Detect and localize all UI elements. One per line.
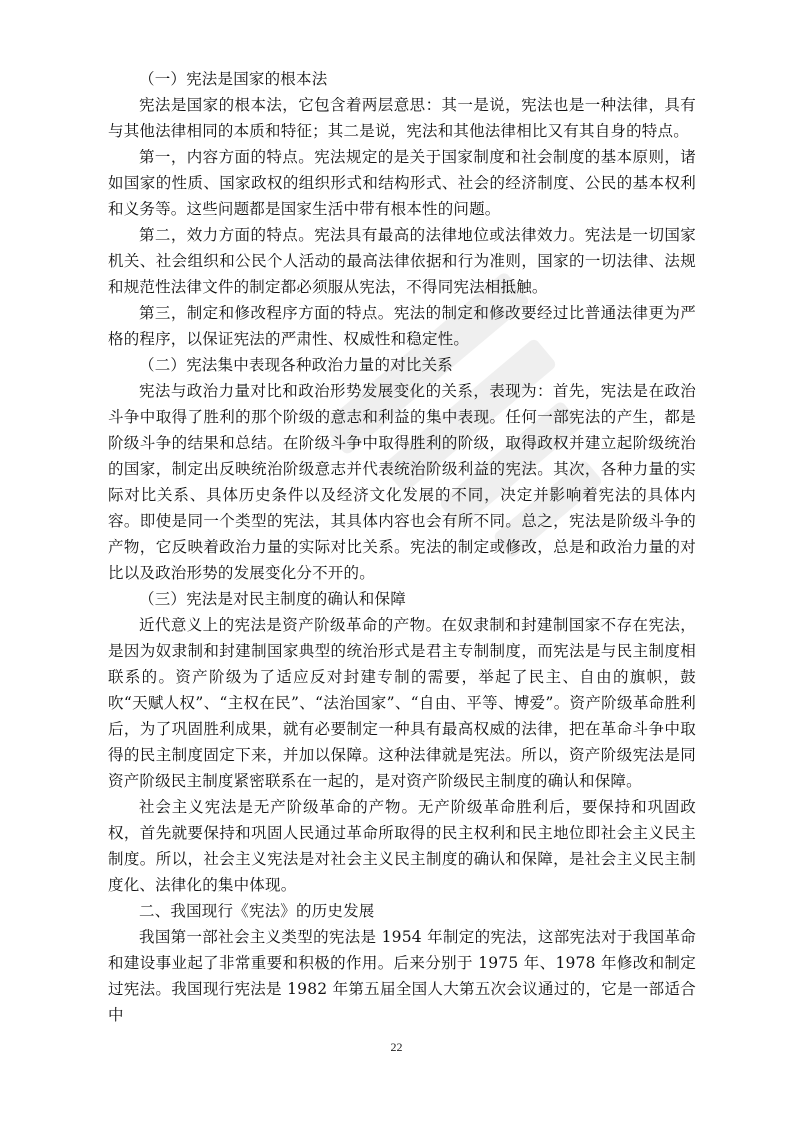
paragraph: 社会主义宪法是无产阶级革命的产物。无产阶级革命胜利后，要保持和巩固政权，首先就要保持和巩固人民通过革命所取得的民主权利和民主地位即社会主义民主制度。所以，社会主义宪法是对社会主义民主制度的确认和保障，是社会主义民主制度化、法律化的集中体现。	[108, 798, 696, 894]
paragraph: 第一，内容方面的特点。宪法规定的是关于国家制度和社会制度的基本原则，诸如国家的性质、国家政权的组织形式和结构形式、社会的经济制度、公民的基本权利和义务等。这些问题都是国家生活中带有根本性的问题。	[108, 148, 696, 218]
chapter-heading: 二、我国现行《宪法》的历史发展	[139, 902, 375, 920]
paragraph: 第二，效力方面的特点。宪法具有最高的法律地位或法律效力。宪法是一切国家机关、社会组织和公民个人活动的最高法律依据和行为准则，国家的一切法律、法规和规范性法律文件的制定都必须服从宪法，不得同宪法相抵触。	[108, 226, 696, 296]
section-heading-3: （三）宪法是对民主制度的确认和保障	[139, 590, 406, 608]
paragraph: 宪法是国家的根本法，它包含着两层意思：其一是说，宪法也是一种法律，具有与其他法律相同的本质和特征；其二是说，宪法和其他法律相比又有其自身的特点。	[108, 96, 696, 140]
paragraph: 宪法与政治力量对比和政治形势发展变化的关系，表现为：首先，宪法是在政治斗争中取得了胜利的那个阶级的意志和利益的集中表现。任何一部宪法的产生，都是阶级斗争的结果和总结。在阶级斗争中取得胜利的阶级，取得政权并建立起阶级统治的国家，制定出反映统治阶级意志并代表统治阶级利益的宪法。其次，各种力量的实际对比关系、具体历史条件以及经济文化发展的不同，决定并影响着宪法的具体内容。即使是同一个类型的宪法，其具体内容也会有所不同。总之，宪法是阶级斗争的产物，它反映着政治力量的实际对比关系。宪法的制定或修改，总是和政治力量的对比以及政治形势的发展变化分不开的。	[108, 382, 696, 582]
section-heading-2: （二）宪法集中表现各种政治力量的对比关系	[139, 356, 454, 374]
paragraph: 第三，制定和修改程序方面的特点。宪法的制定和修改要经过比普通法律更为严格的程序，以保证宪法的严肃性、权威性和稳定性。	[108, 304, 696, 348]
paragraph: 近代意义上的宪法是资产阶级革命的产物。在奴隶制和封建制国家不存在宪法，是因为奴隶制和封建制国家典型的统治形式是君主专制制度，而宪法是与民主制度相联系的。资产阶级为了适应反对封建专制的需要，举起了民主、自由的旗帜，鼓吹“天赋人权”、“主权在民”、“法治国家”、“自由、平等、博爱”。资产阶级革命胜利后，为了巩固胜利成果，就有必要制定一种具有最高权威的法律，把在革命斗争中取得的民主制度固定下来，并加以保障。这种法律就是宪法。所以，资产阶级宪法是同资产阶级民主制度紧密联系在一起的，是对资产阶级民主制度的确认和保障。	[108, 616, 696, 790]
section-heading-1: （一）宪法是国家的根本法	[139, 70, 328, 88]
paragraph: 我国第一部社会主义类型的宪法是 1954 年制定的宪法，这部宪法对于我国革命和建设事业起了非常重要和积极的作用。后来分别于 1975 年、1978 年修改和制定过宪法。我国现行宪法是 1982 年第五届全国人大第五次会议通过的，它是一部适合中	[108, 928, 696, 1024]
page-number: 22	[390, 1040, 403, 1054]
document-body	[108, 66, 696, 1028]
